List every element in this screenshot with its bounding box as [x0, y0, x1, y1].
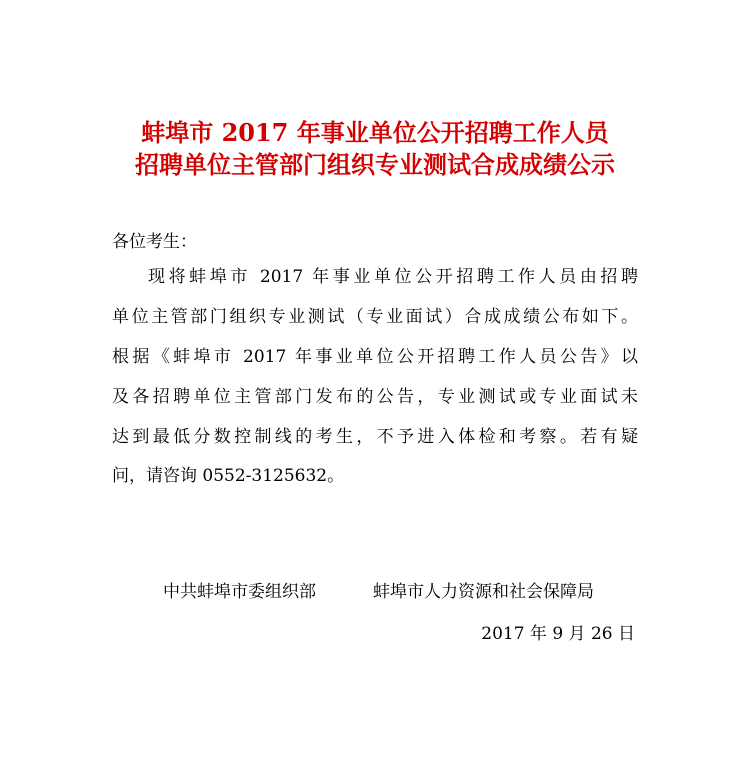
body-line: 根据《蚌埠市 2017 年事业单位公开招聘工作人员公告》以: [112, 347, 638, 367]
body-line: 达到最低分数控制线的考生，不予进入体检和考察。若有疑: [112, 427, 638, 447]
salutation: 各位考生：: [112, 232, 197, 252]
body-line: 单位主管部门组织专业测试（专业面试）合成成绩公布如下。: [112, 307, 638, 327]
body-line: 及各招聘单位主管部门发布的公告，专业测试或专业面试未: [112, 387, 638, 407]
body-line: 现将蚌埠市 2017 年事业单位公开招聘工作人员由招聘: [148, 267, 638, 287]
body-line: 问，请咨询 0552-3125632。: [112, 466, 345, 486]
signature-hr-bureau: 蚌埠市人力资源和社会保障局: [373, 582, 594, 602]
document-title-line-1: 蚌埠市 2017 年事业单位公开招聘工作人员: [141, 118, 609, 147]
document-title-line-2: 招聘单位主管部门组织专业测试合成成绩公示: [135, 150, 615, 179]
signature-organization-department: 中共蚌埠市委组织部: [163, 582, 316, 602]
document-date: 2017 年 9 月 26 日: [481, 624, 635, 644]
